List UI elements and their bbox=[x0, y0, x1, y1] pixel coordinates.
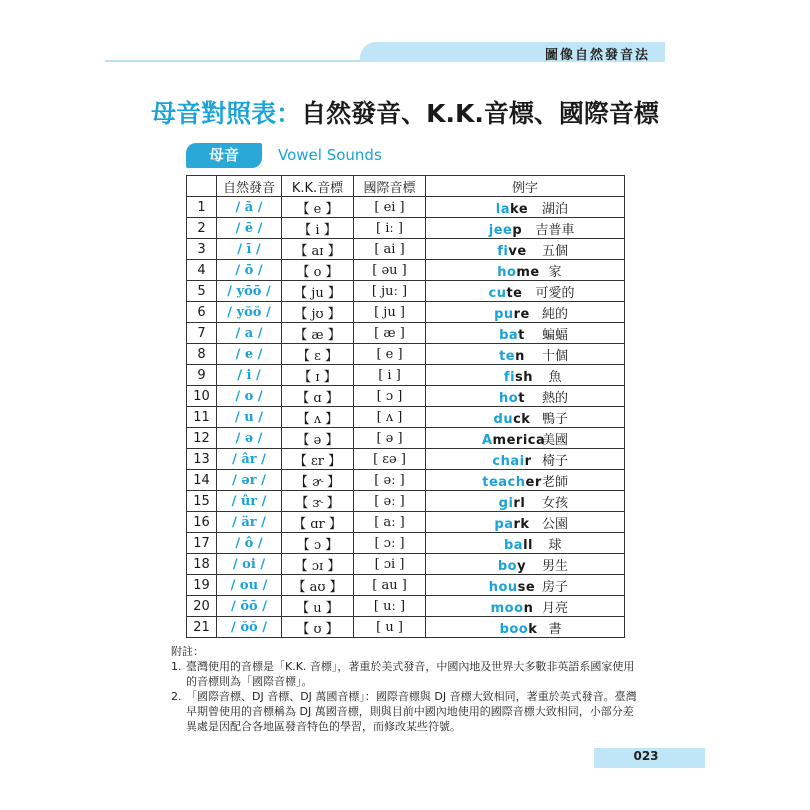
phonics-symbol: / ōō / bbox=[217, 596, 282, 617]
ipa-symbol: [ ai ] bbox=[354, 239, 426, 260]
example-meaning: 書 bbox=[548, 621, 562, 637]
kk-symbol: 【 ʌ 】 bbox=[282, 407, 354, 428]
note-number: 2. bbox=[171, 690, 182, 703]
kk-symbol: 【 ɝ 】 bbox=[282, 491, 354, 512]
vowel-table bbox=[186, 175, 625, 638]
row-number: 10 bbox=[187, 386, 217, 407]
table-header-row bbox=[187, 176, 625, 197]
example-cell bbox=[426, 554, 625, 575]
ipa-symbol: [ iː ] bbox=[354, 218, 426, 239]
kk-symbol: 【 ɔɪ 】 bbox=[282, 554, 354, 575]
phonics-symbol: / ər / bbox=[217, 470, 282, 491]
example-word bbox=[488, 265, 548, 280]
ipa-symbol: [ əː ] bbox=[354, 491, 426, 512]
example-word-rest: me bbox=[516, 264, 540, 280]
kk-symbol: 【 ɔ 】 bbox=[282, 533, 354, 554]
example-meaning: 家 bbox=[548, 264, 562, 280]
phonics-symbol: / oi / bbox=[217, 554, 282, 575]
example-word bbox=[482, 601, 542, 616]
row-number: 5 bbox=[187, 281, 217, 302]
example-meaning: 球 bbox=[548, 537, 562, 553]
example-word-highlight: jee bbox=[488, 222, 513, 238]
example-word-highlight: du bbox=[493, 411, 514, 427]
phonics-symbol: / i / bbox=[217, 365, 282, 386]
table-row bbox=[187, 470, 625, 491]
ipa-symbol: [ ɔi ] bbox=[354, 554, 426, 575]
phonics-symbol: / o / bbox=[217, 386, 282, 407]
example-word-highlight: moo bbox=[490, 600, 524, 616]
table-row bbox=[187, 386, 625, 407]
table-row bbox=[187, 302, 625, 323]
example-meaning: 蝙蝠 bbox=[541, 327, 568, 343]
ipa-symbol: [ ə ] bbox=[354, 428, 426, 449]
ipa-symbol: [ uː ] bbox=[354, 596, 426, 617]
example-word-highlight: ho bbox=[499, 390, 519, 406]
kk-symbol: 【 æ 】 bbox=[282, 323, 354, 344]
table-row bbox=[187, 365, 625, 386]
header-title: 圖像自然發音法 bbox=[544, 48, 650, 63]
example-meaning: 椅子 bbox=[541, 453, 568, 469]
example-word-highlight: la bbox=[495, 201, 511, 217]
ipa-symbol: [ əu ] bbox=[354, 260, 426, 281]
example-word-highlight: ba bbox=[499, 327, 519, 343]
example-word-highlight: te bbox=[499, 348, 516, 364]
row-number: 16 bbox=[187, 512, 217, 533]
phonics-symbol: / âr / bbox=[217, 449, 282, 470]
example-cell bbox=[426, 470, 625, 491]
example-word bbox=[475, 286, 535, 301]
example-word-rest: y bbox=[517, 558, 527, 574]
example-cell bbox=[426, 575, 625, 596]
row-number: 1 bbox=[187, 197, 217, 218]
phonics-symbol: / ŏŏ / bbox=[217, 617, 282, 638]
example-meaning: 純的 bbox=[541, 306, 568, 322]
example-word-rest: ll bbox=[523, 537, 533, 553]
ipa-symbol: [ ʌ ] bbox=[354, 407, 426, 428]
kk-symbol: 【 ɑ 】 bbox=[282, 386, 354, 407]
phonics-symbol: / yŏŏ / bbox=[217, 302, 282, 323]
example-word bbox=[482, 559, 542, 574]
kk-symbol: 【 ɛ 】 bbox=[282, 344, 354, 365]
example-word bbox=[482, 349, 542, 364]
example-word-rest: n bbox=[523, 600, 534, 616]
example-word-highlight: A bbox=[481, 432, 493, 448]
table-row bbox=[187, 617, 625, 638]
section-english: Vowel Sounds bbox=[278, 146, 382, 164]
example-word-rest: n bbox=[515, 348, 525, 364]
example-word-highlight: pa bbox=[494, 516, 514, 532]
row-number: 18 bbox=[187, 554, 217, 575]
example-word-highlight: ho bbox=[497, 264, 517, 280]
example-meaning: 吉普車 bbox=[535, 222, 575, 238]
row-number: 15 bbox=[187, 491, 217, 512]
row-number: 17 bbox=[187, 533, 217, 554]
example-word bbox=[488, 538, 548, 553]
example-word-highlight: bo bbox=[497, 558, 518, 574]
row-number: 6 bbox=[187, 302, 217, 323]
phonics-symbol: / ē / bbox=[217, 218, 282, 239]
example-cell bbox=[426, 218, 625, 239]
ipa-symbol: [ ei ] bbox=[354, 197, 426, 218]
ipa-symbol: [ u ] bbox=[354, 617, 426, 638]
example-meaning: 湖泊 bbox=[541, 201, 568, 217]
table-row bbox=[187, 218, 625, 239]
row-number: 14 bbox=[187, 470, 217, 491]
example-word-highlight: chai bbox=[492, 453, 525, 469]
example-cell bbox=[426, 617, 625, 638]
ipa-symbol: [ ɔ ] bbox=[354, 386, 426, 407]
row-number: 13 bbox=[187, 449, 217, 470]
phonics-symbol: / e / bbox=[217, 344, 282, 365]
example-meaning: 五個 bbox=[541, 243, 568, 259]
table-row bbox=[187, 512, 625, 533]
phonics-symbol: / u / bbox=[217, 407, 282, 428]
example-cell bbox=[426, 239, 625, 260]
table-row bbox=[187, 449, 625, 470]
kk-symbol: 【 o 】 bbox=[282, 260, 354, 281]
header-ipa: 國際音標 bbox=[354, 176, 426, 197]
kk-symbol: 【 u 】 bbox=[282, 596, 354, 617]
example-cell bbox=[426, 365, 625, 386]
example-cell bbox=[426, 407, 625, 428]
example-word-highlight: boo bbox=[499, 621, 529, 637]
header-example: 例字 bbox=[426, 176, 625, 197]
header-num bbox=[187, 176, 217, 197]
example-word-highlight: fi bbox=[497, 243, 509, 259]
kk-symbol: 【 aʊ 】 bbox=[282, 575, 354, 596]
example-word bbox=[482, 412, 542, 427]
kk-symbol: 【 ju 】 bbox=[282, 281, 354, 302]
example-word-rest: merica bbox=[492, 432, 546, 448]
example-meaning: 月亮 bbox=[541, 600, 568, 616]
example-word-highlight: fi bbox=[503, 369, 516, 385]
example-word bbox=[482, 454, 542, 469]
example-meaning: 老師 bbox=[541, 474, 568, 490]
example-word-highlight: ba bbox=[503, 537, 524, 553]
page-title-rest: 自然發音、K.K.音標、國際音標 bbox=[301, 99, 659, 128]
note-text: 臺灣使用的音標是「K.K. 音標」，著重於美式發音，中國內地及世界大多數非英語系國家使用的音標則為「國際音標」。 bbox=[186, 660, 635, 688]
table-row bbox=[187, 281, 625, 302]
kk-symbol: 【 aɪ 】 bbox=[282, 239, 354, 260]
example-word-rest: rk bbox=[513, 516, 530, 532]
example-word-rest: se bbox=[517, 579, 536, 595]
example-word bbox=[482, 244, 542, 259]
example-meaning: 男生 bbox=[541, 558, 568, 574]
example-meaning: 公園 bbox=[541, 516, 568, 532]
row-number: 12 bbox=[187, 428, 217, 449]
phonics-symbol: / ûr / bbox=[217, 491, 282, 512]
example-word-rest: er bbox=[525, 474, 542, 490]
example-cell bbox=[426, 386, 625, 407]
phonics-symbol: / a / bbox=[217, 323, 282, 344]
example-word bbox=[482, 475, 542, 490]
example-meaning: 女孩 bbox=[541, 495, 568, 511]
kk-symbol: 【 ɪ 】 bbox=[282, 365, 354, 386]
example-word bbox=[475, 223, 535, 238]
example-cell bbox=[426, 449, 625, 470]
phonics-symbol: / ī / bbox=[217, 239, 282, 260]
kk-symbol: 【 ɚ 】 bbox=[282, 470, 354, 491]
example-word bbox=[488, 370, 548, 385]
table-row bbox=[187, 428, 625, 449]
table-row bbox=[187, 239, 625, 260]
kk-symbol: 【 e 】 bbox=[282, 197, 354, 218]
example-word-rest: re bbox=[513, 306, 530, 322]
table-row bbox=[187, 491, 625, 512]
example-word-rest: p bbox=[512, 222, 523, 238]
example-word-highlight: teach bbox=[482, 474, 526, 490]
ipa-symbol: [ əː ] bbox=[354, 470, 426, 491]
kk-symbol: 【 ɛr 】 bbox=[282, 449, 354, 470]
note-item bbox=[171, 689, 641, 734]
table-row bbox=[187, 197, 625, 218]
example-word bbox=[482, 328, 542, 343]
example-word-highlight: gi bbox=[498, 495, 514, 511]
table-row bbox=[187, 533, 625, 554]
example-word-rest: te bbox=[506, 285, 523, 301]
example-cell bbox=[426, 344, 625, 365]
row-number: 19 bbox=[187, 575, 217, 596]
row-number: 3 bbox=[187, 239, 217, 260]
kk-symbol: 【 ʊ 】 bbox=[282, 617, 354, 638]
example-word-rest: ck bbox=[513, 411, 531, 427]
ipa-symbol: [ aː ] bbox=[354, 512, 426, 533]
example-word bbox=[482, 580, 542, 595]
example-cell bbox=[426, 302, 625, 323]
example-cell bbox=[426, 596, 625, 617]
header-phonics: 自然發音 bbox=[217, 176, 282, 197]
note-text: 「國際音標、DJ 音標、DJ 萬國音標」：國際音標與 DJ 音標大致相同，著重於英式發音。臺灣早期曾使用的音標稱為 DJ 萬國音標，則與目前中國內地使用的國際音標大致相同，小部分差異處是因配合各地區發音特色的學習，而修改某些符號。 bbox=[186, 690, 637, 733]
page-title-accent: 母音對照表： bbox=[151, 99, 302, 128]
notes bbox=[171, 644, 641, 734]
header-kk: K.K.音標 bbox=[282, 176, 354, 197]
example-word-rest: t bbox=[518, 327, 525, 343]
example-meaning: 魚 bbox=[548, 369, 562, 385]
table-row bbox=[187, 323, 625, 344]
phonics-symbol: / ə / bbox=[217, 428, 282, 449]
example-cell bbox=[426, 533, 625, 554]
example-word-highlight: hou bbox=[488, 579, 518, 595]
example-word-highlight: pu bbox=[494, 306, 514, 322]
example-cell bbox=[426, 260, 625, 281]
ipa-symbol: [ e ] bbox=[354, 344, 426, 365]
note-item bbox=[171, 659, 641, 689]
example-word bbox=[482, 307, 542, 322]
example-word bbox=[482, 202, 542, 217]
row-number: 21 bbox=[187, 617, 217, 638]
example-word-rest: k bbox=[528, 621, 538, 637]
example-word-rest: ve bbox=[508, 243, 527, 259]
table-row bbox=[187, 554, 625, 575]
table-row bbox=[187, 575, 625, 596]
example-meaning: 鴨子 bbox=[541, 411, 568, 427]
example-cell bbox=[426, 491, 625, 512]
example-word-rest: sh bbox=[515, 369, 534, 385]
example-cell bbox=[426, 512, 625, 533]
example-word bbox=[482, 391, 542, 406]
kk-symbol: 【 ɑr 】 bbox=[282, 512, 354, 533]
example-word bbox=[482, 517, 542, 532]
example-cell bbox=[426, 281, 625, 302]
row-number: 20 bbox=[187, 596, 217, 617]
row-number: 2 bbox=[187, 218, 217, 239]
kk-symbol: 【 jʊ 】 bbox=[282, 302, 354, 323]
example-meaning: 熱的 bbox=[541, 390, 568, 406]
ipa-symbol: [ juː ] bbox=[354, 281, 426, 302]
phonics-symbol: / ô / bbox=[217, 533, 282, 554]
phonics-symbol: / ō / bbox=[217, 260, 282, 281]
example-word bbox=[482, 496, 542, 511]
example-word-rest: r bbox=[524, 453, 532, 469]
phonics-symbol: / ou / bbox=[217, 575, 282, 596]
example-word-rest: rl bbox=[513, 495, 526, 511]
notes-label: 附註： bbox=[171, 645, 204, 658]
page-title bbox=[0, 94, 810, 130]
example-meaning: 十個 bbox=[541, 348, 568, 364]
phonics-symbol: / yōō / bbox=[217, 281, 282, 302]
phonics-symbol: / är / bbox=[217, 512, 282, 533]
table-row bbox=[187, 344, 625, 365]
ipa-symbol: [ ju ] bbox=[354, 302, 426, 323]
table-row bbox=[187, 407, 625, 428]
example-word bbox=[488, 622, 548, 637]
example-meaning: 房子 bbox=[541, 579, 568, 595]
row-number: 4 bbox=[187, 260, 217, 281]
ipa-symbol: [ au ] bbox=[354, 575, 426, 596]
ipa-symbol: [ æ ] bbox=[354, 323, 426, 344]
row-number: 11 bbox=[187, 407, 217, 428]
kk-symbol: 【 i 】 bbox=[282, 218, 354, 239]
row-number: 9 bbox=[187, 365, 217, 386]
table-row bbox=[187, 260, 625, 281]
row-number: 7 bbox=[187, 323, 217, 344]
example-cell bbox=[426, 428, 625, 449]
example-word-highlight: cu bbox=[488, 285, 507, 301]
page-number: 023 bbox=[633, 749, 659, 763]
example-meaning: 美國 bbox=[541, 432, 568, 448]
note-number: 1. bbox=[171, 660, 182, 673]
ipa-symbol: [ i ] bbox=[354, 365, 426, 386]
phonics-symbol: / ā / bbox=[217, 197, 282, 218]
kk-symbol: 【 ə 】 bbox=[282, 428, 354, 449]
example-cell bbox=[426, 197, 625, 218]
row-number: 8 bbox=[187, 344, 217, 365]
section-label: 母音 bbox=[186, 143, 262, 168]
example-word-rest: ke bbox=[510, 201, 529, 217]
table-row bbox=[187, 596, 625, 617]
example-cell bbox=[426, 323, 625, 344]
example-word bbox=[481, 432, 546, 448]
example-word-rest: t bbox=[518, 390, 525, 406]
ipa-symbol: [ ɛə ] bbox=[354, 449, 426, 470]
example-meaning: 可愛的 bbox=[535, 285, 575, 301]
ipa-symbol: [ ɔː ] bbox=[354, 533, 426, 554]
